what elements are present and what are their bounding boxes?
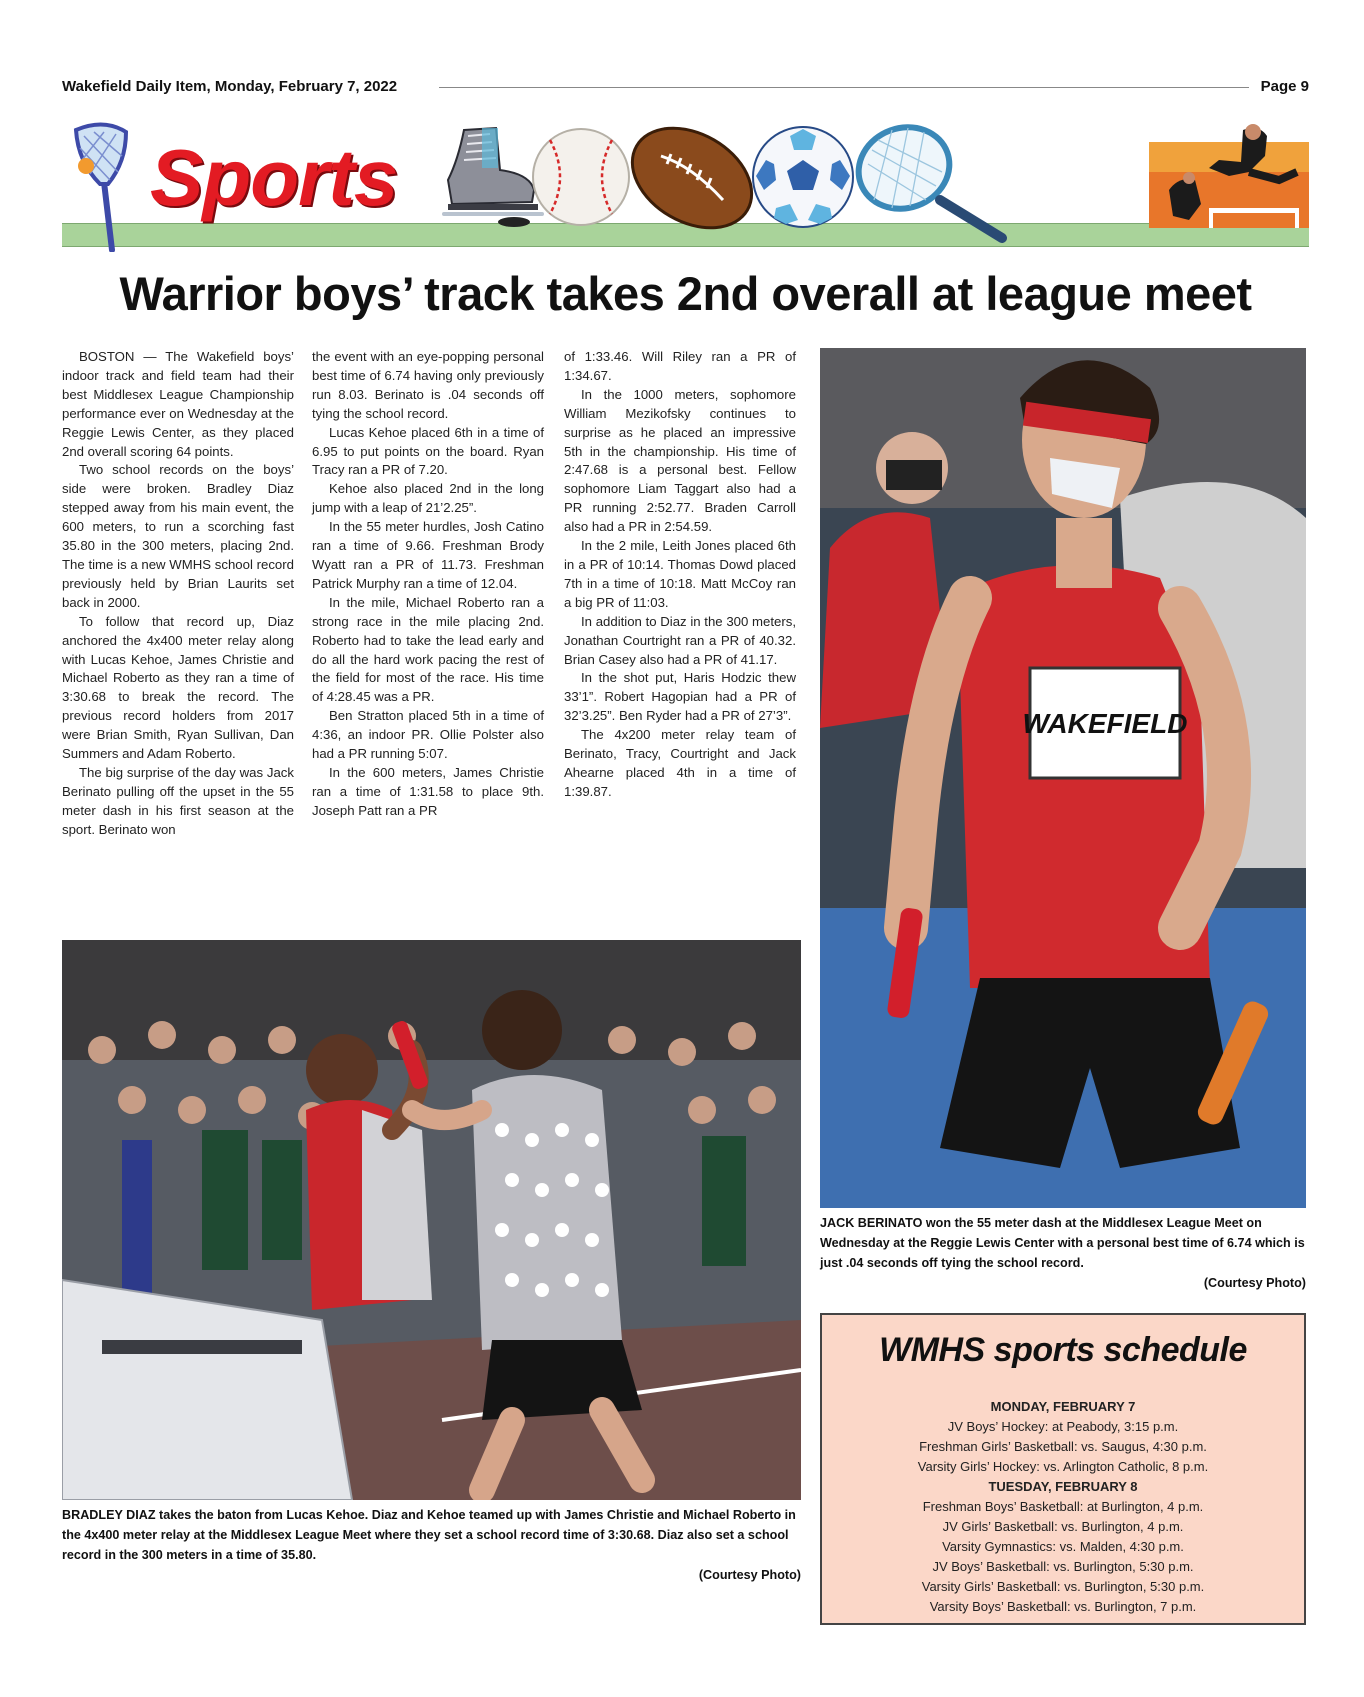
article-paragraph: In the 2 mile, Leith Jones placed 6th in a PR of 10:14. Thomas Dowd placed 7th in a time of 10:18. Matt McCoy ran a big PR of 11:03. xyxy=(564,538,796,610)
schedule-day: MONDAY, FEBRUARY 7 xyxy=(990,1399,1136,1414)
baseball-icon xyxy=(530,126,632,228)
article-paragraph: of 1:33.46. Will Riley ran a PR of 1:34.67. xyxy=(564,349,796,383)
relay-handoff-photo xyxy=(62,940,801,1500)
relay-photo-credit: (Courtesy Photo) xyxy=(698,1568,801,1582)
running-head xyxy=(62,78,1309,98)
schedule-event: Varsity Boys’ Basketball: vs. Burlington, 7 p.m. xyxy=(929,1599,1197,1614)
schedule-event: JV Boys’ Hockey: at Peabody, 3:15 p.m. xyxy=(947,1419,1179,1434)
article-paragraph: Ben Stratton placed 5th in a time of 4:36, an indoor PR. Ollie Polster also had a PR running 5:07. xyxy=(312,708,544,762)
schedule-event: Freshman Boys’ Basketball: at Burlington, 4 p.m. xyxy=(922,1499,1204,1514)
schedule-event: Freshman Girls’ Basketball: vs. Saugus, 4:30 p.m. xyxy=(919,1439,1207,1454)
running-head-rule xyxy=(439,87,1249,88)
schedule-event: Varsity Girls’ Hockey: vs. Arlington Catholic, 8 p.m. xyxy=(917,1459,1209,1474)
article-paragraph: Two school records on the boys’ side were broken. Bradley Diaz stepped away from his main event, the 600 meters, to run a scorching fast 35.80 in the 300 meters, placing 2nd. The time is a new WMHS school record previously held by Brian Laurits set back in 2000. xyxy=(62,462,294,610)
sports-schedule-box xyxy=(820,1313,1306,1625)
lacrosse-stick-icon xyxy=(64,122,134,252)
football-icon xyxy=(627,120,757,238)
berinato-photo-credit: (Courtesy Photo) xyxy=(1203,1276,1306,1290)
jersey-text: WAKEFIELD xyxy=(1022,708,1188,739)
page-number: Page 9 xyxy=(1260,78,1309,95)
schedule-event: Varsity Girls’ Basketball: vs. Burlington, 5:30 p.m. xyxy=(921,1579,1205,1594)
article-column-1 xyxy=(62,348,294,840)
schedule-list xyxy=(822,1397,1304,1617)
running-head-date: Wakefield Daily Item, Monday, February 7, 2022 xyxy=(62,78,398,95)
article-paragraph: The big surprise of the day was Jack Berinato pulling off the upset in the 55 meter dash in his first season at the sport. Berinato won xyxy=(62,764,294,837)
article-paragraph: In the mile, Michael Roberto ran a strong race in the mile placing 2nd. Roberto had to take the lead early and do all the hard work pacing the rest of the field for most of the race. His time of 4:28.45 was a PR. xyxy=(312,594,544,705)
hurdler-icon xyxy=(1149,120,1309,228)
article-paragraph: In the shot put, Haris Hodzic thew 33’1”. Robert Hagopian had a PR of 32’3.25”. Ben Ryder had a PR of 27’3”. xyxy=(564,670,796,724)
soccer-ball-icon xyxy=(750,124,856,230)
schedule-title: WMHS sports schedule xyxy=(879,1331,1247,1369)
relay-photo-illustration xyxy=(62,940,801,1500)
berinato-photo-illustration xyxy=(820,348,1306,1208)
article-column-3 xyxy=(564,348,796,802)
article-paragraph: Kehoe also placed 2nd in the long jump with a leap of 21’2.25”. xyxy=(312,481,544,516)
relay-caption xyxy=(62,1505,801,1585)
sports-title: Sports xyxy=(150,133,398,222)
article-paragraph: To follow that record up, Diaz anchored the 4x400 meter relay along with Lucas Kehoe, James Christie and Michael Roberto as they ran a time of 3:30.68 to break the record. The previous record holders from 2017 were Brian Smith, Ryan Sullivan, Dan Summers and Adam Roberto. xyxy=(62,613,294,762)
berinato-caption-text: JACK BERINATO won the 55 meter dash at the Middlesex League Meet on Wednesday at the Reggie Lewis Center with a personal best time of 6.74 which is just .04 seconds off tying the school record. xyxy=(820,1216,1305,1270)
hockey-skate-icon xyxy=(434,120,544,230)
schedule-event: JV Boys’ Basketball: vs. Burlington, 5:30 p.m. xyxy=(932,1559,1194,1574)
headline: Warrior boys’ track takes 2nd overall at league meet xyxy=(119,267,1252,320)
article-paragraph: In the 55 meter hurdles, Josh Catino ran a time of 9.66. Freshman Brody Wyatt ran a PR of 11.73. Freshman Patrick Murphy ran a time of 12.04. xyxy=(312,519,544,591)
article-column-2 xyxy=(312,348,544,821)
article-paragraph: The 4x200 meter relay team of Berinato, Tracy, Courtright and Jack Ahearne placed 4th in a time of 1:39.87. xyxy=(564,727,796,799)
berinato-caption xyxy=(820,1213,1306,1293)
schedule-day: TUESDAY, FEBRUARY 8 xyxy=(988,1479,1138,1494)
article-paragraph: In addition to Diaz in the 300 meters, Jonathan Courtright ran a PR of 40.32. Brian Casey also had a PR of 41.17. xyxy=(564,613,796,667)
relay-caption-text: BRADLEY DIAZ takes the baton from Lucas Kehoe. Diaz and Kehoe teamed up with James Christie and Michael Roberto in the 4x400 meter relay at the Middlesex League Meet where they set a school record time of 3:30.68. Diaz also set a school record in the 300 meters in a time of 35.80. xyxy=(62,1508,796,1562)
article-paragraph: In the 1000 meters, sophomore William Mezikofsky continues to surprise as he placed an impressive 5th in the championship. His time of 2:47.68 is a personal best. Fellow sophomore Liam Taggart also had a PR running 2:52.77. Braden Carroll also had a PR in 2:54.59. xyxy=(564,386,796,535)
article-paragraph: In the 600 meters, James Christie ran a time of 1:31.58 to place 9th. Joseph Patt ran a PR xyxy=(312,764,544,818)
schedule-event: JV Girls’ Basketball: vs. Burlington, 4 p.m. xyxy=(942,1519,1184,1534)
sports-banner xyxy=(62,120,1309,255)
article-paragraph: BOSTON — The Wakefield boys’ indoor track and field team had their best Middlesex League Championship performance ever on Wednesday at the Reggie Lewis Center, as they placed 2nd overall scoring 64 points. xyxy=(62,349,294,459)
article-paragraph: the event with an eye-popping personal best time of 6.74 having only previously run 8.03. Berinato is .04 seconds off tying the school record. xyxy=(312,349,544,421)
tennis-racket-icon xyxy=(852,120,1012,244)
schedule-event: Varsity Gymnastics: vs. Malden, 4:30 p.m. xyxy=(942,1539,1184,1554)
article-paragraph: Lucas Kehoe placed 6th in a time of 6.95 to put points on the board. Ryan Tracy ran a PR of 7.20. xyxy=(312,424,544,478)
berinato-photo xyxy=(820,348,1306,1208)
